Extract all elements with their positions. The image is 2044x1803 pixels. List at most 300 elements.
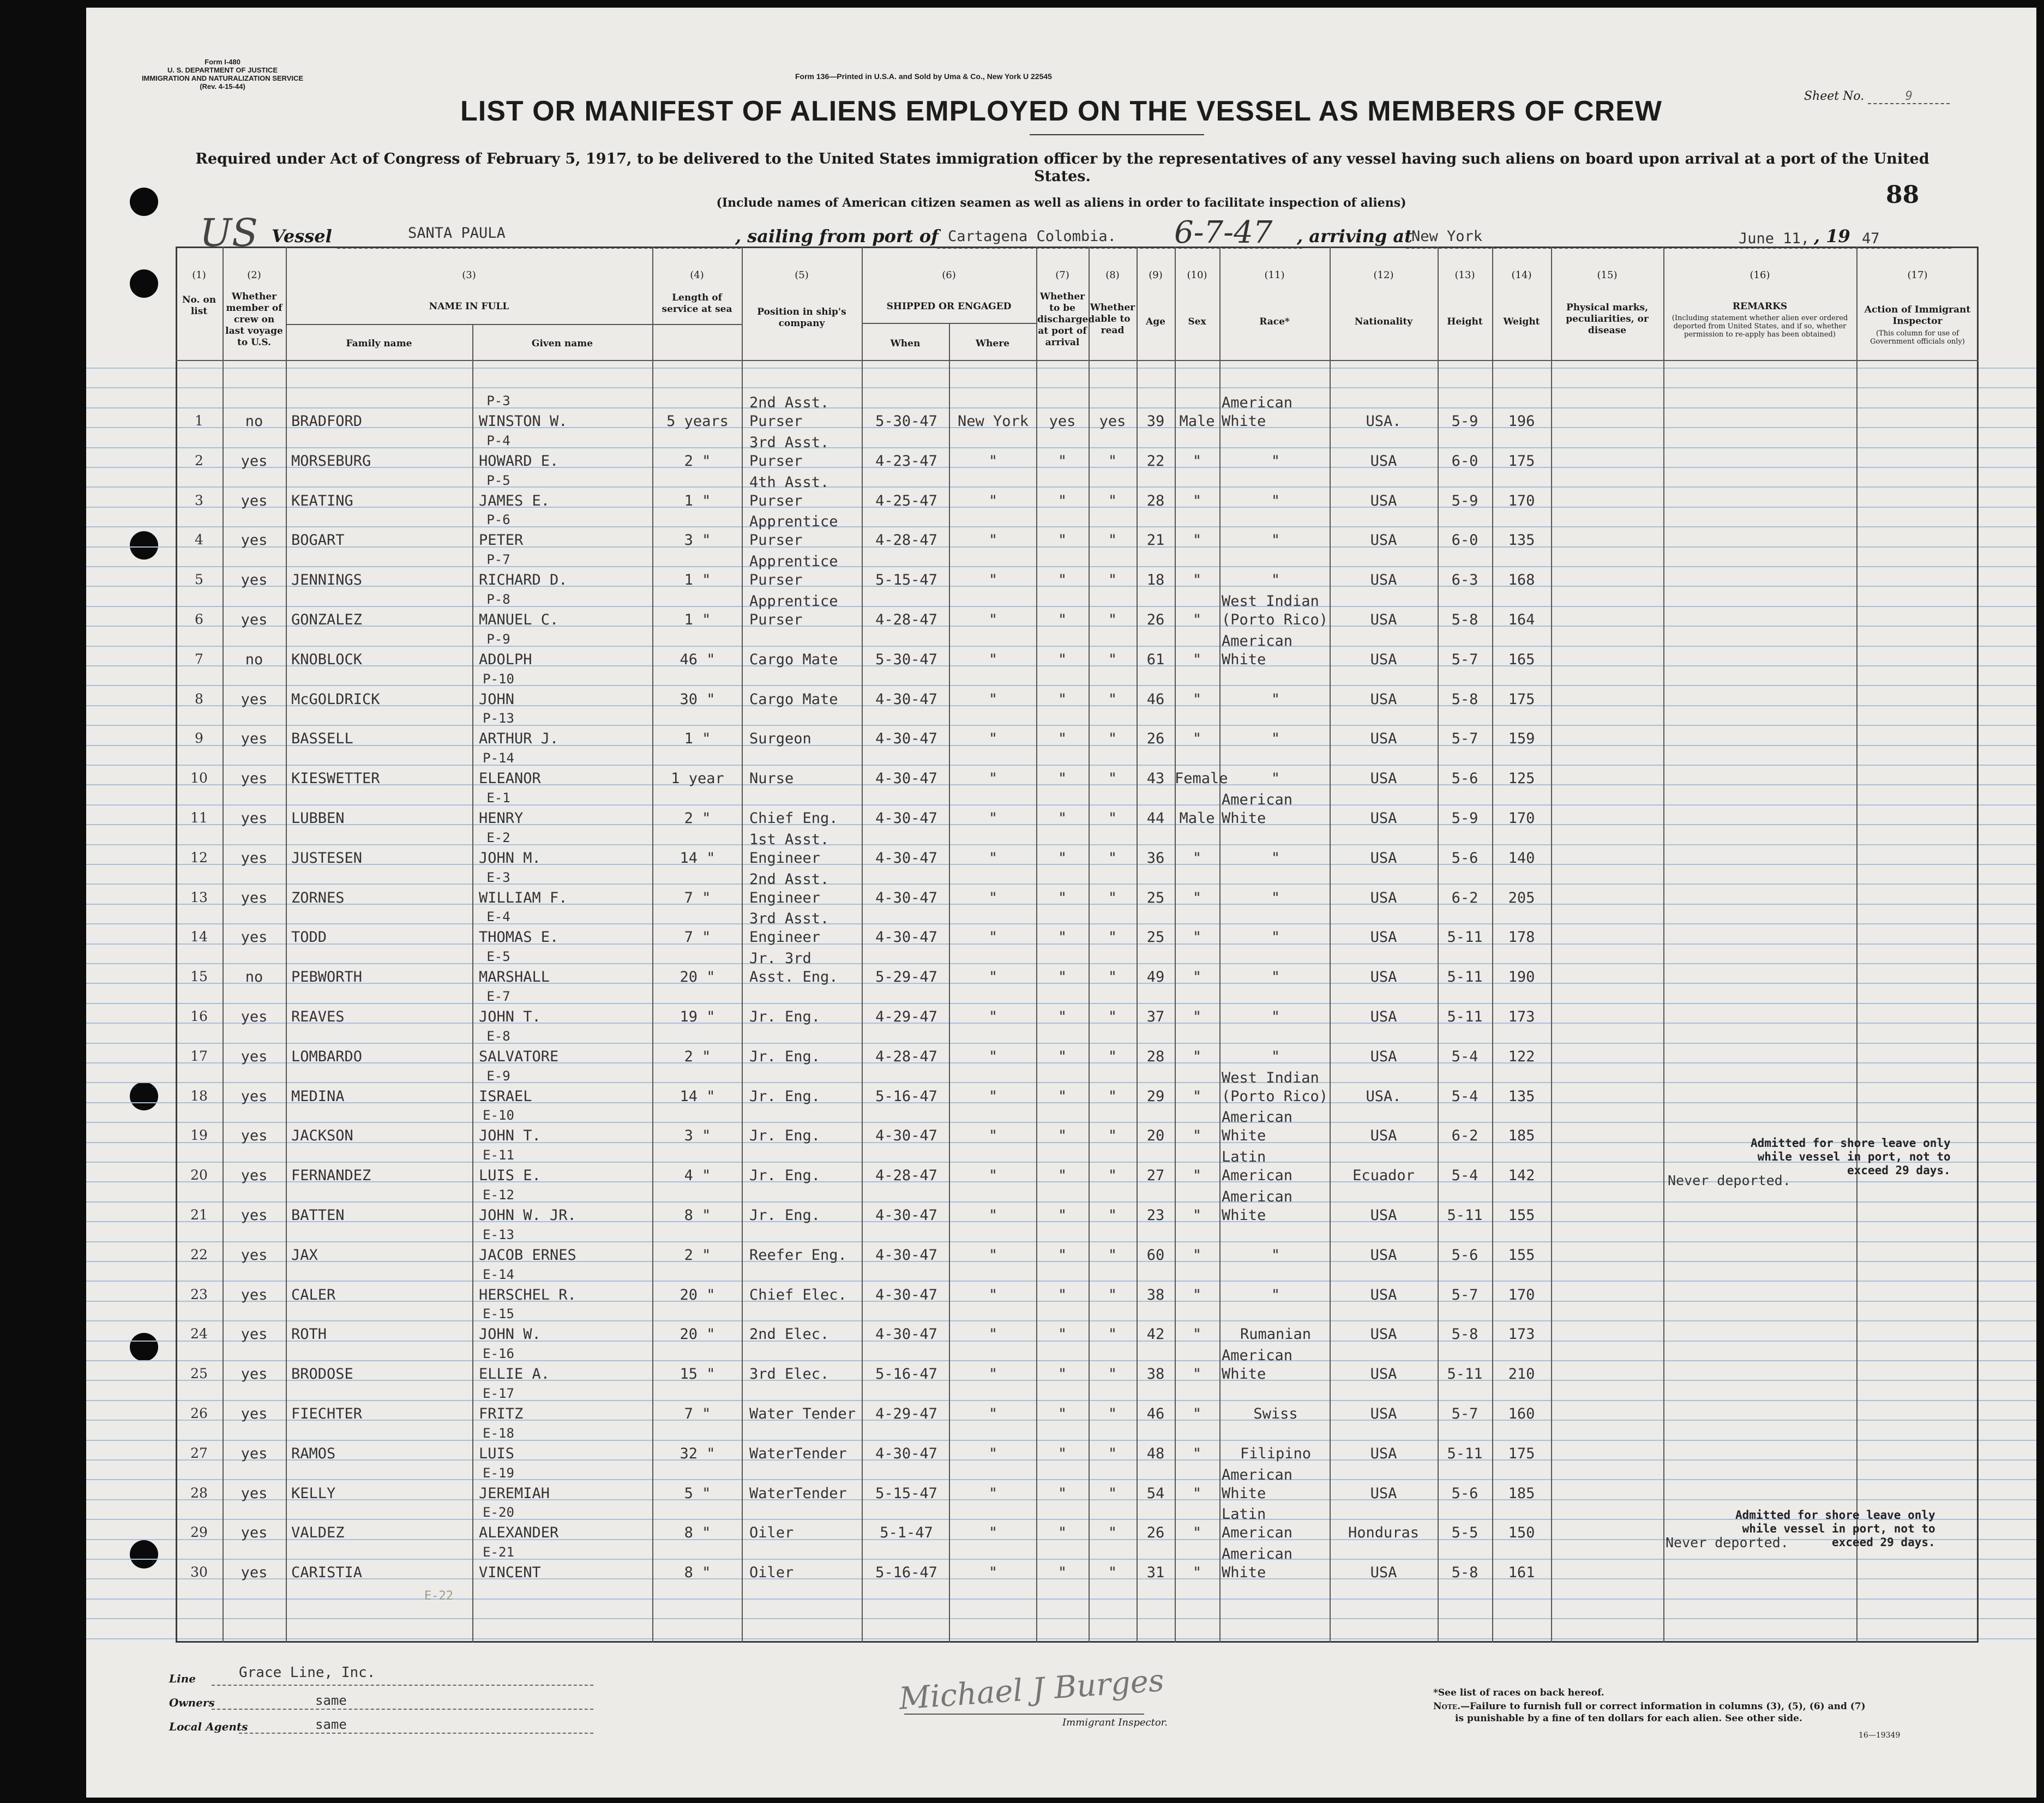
nationality: USA bbox=[1370, 889, 1397, 906]
height: 5-9 bbox=[1451, 810, 1478, 827]
discharged: " bbox=[1057, 1405, 1067, 1422]
length-of-service: 8 " bbox=[684, 1524, 711, 1542]
age: 43 bbox=[1146, 770, 1165, 788]
crew-reference: E-21 bbox=[483, 1544, 514, 1560]
weight: 170 bbox=[1508, 810, 1535, 827]
signature-rule bbox=[904, 1714, 1144, 1715]
weight: 155 bbox=[1508, 1246, 1535, 1264]
agents-value: same bbox=[315, 1717, 347, 1732]
race-line-2: " bbox=[1271, 1048, 1280, 1065]
shipped-where: " bbox=[988, 770, 998, 788]
weight: 173 bbox=[1508, 1008, 1535, 1025]
column-number: (7) bbox=[1055, 269, 1069, 281]
height: 5-9 bbox=[1451, 492, 1478, 509]
length-of-service: 1 " bbox=[684, 611, 711, 628]
row-number: 15 bbox=[190, 969, 208, 985]
height: 5-4 bbox=[1451, 1167, 1478, 1185]
last-voyage: yes bbox=[241, 572, 268, 589]
weight: 205 bbox=[1508, 889, 1535, 906]
row-number: 13 bbox=[190, 889, 208, 905]
nationality: USA bbox=[1370, 651, 1397, 668]
height: 6-0 bbox=[1451, 452, 1478, 470]
nationality: USA. bbox=[1366, 1087, 1402, 1105]
nationality: USA bbox=[1370, 492, 1397, 509]
nationality: USA bbox=[1370, 1207, 1397, 1224]
nationality: USA bbox=[1370, 452, 1397, 470]
position-line-1: Apprentice bbox=[749, 553, 838, 570]
age: 18 bbox=[1146, 572, 1165, 589]
shipped-where: " bbox=[988, 1286, 998, 1303]
able-to-read: " bbox=[1108, 690, 1117, 708]
shipped-when: 4-28-47 bbox=[875, 1167, 937, 1185]
age: 25 bbox=[1146, 929, 1165, 946]
last-voyage: yes bbox=[241, 1207, 268, 1224]
age: 37 bbox=[1146, 1008, 1165, 1025]
position-line-2: 2nd Elec. bbox=[749, 1326, 829, 1343]
height: 6-3 bbox=[1451, 572, 1478, 589]
shipped-when: 4-30-47 bbox=[875, 810, 937, 827]
race-line-2: " bbox=[1271, 1008, 1280, 1025]
sex: " bbox=[1192, 690, 1202, 708]
shipped-when: 5-16-47 bbox=[875, 1087, 937, 1105]
sex: " bbox=[1192, 572, 1202, 589]
crew-reference: E-13 bbox=[483, 1227, 514, 1242]
nationality: USA bbox=[1370, 1286, 1397, 1303]
header-inspector-action: Action of Immigrant Inspector bbox=[1864, 304, 1971, 327]
weight: 196 bbox=[1508, 413, 1535, 430]
family-name: MORSEBURG bbox=[291, 452, 371, 470]
column-number: (3) bbox=[462, 269, 476, 281]
nationality: USA bbox=[1370, 810, 1397, 827]
discharged: " bbox=[1057, 969, 1067, 986]
shipped-where: " bbox=[988, 690, 998, 708]
crew-reference: P-9 bbox=[486, 631, 510, 647]
crew-reference: E-18 bbox=[483, 1425, 514, 1441]
crew-reference: E-4 bbox=[486, 909, 510, 925]
age: 20 bbox=[1146, 1127, 1165, 1145]
nationality: USA bbox=[1370, 849, 1397, 867]
able-to-read: " bbox=[1108, 452, 1117, 470]
arrival-port: New York bbox=[1411, 228, 1483, 245]
discharged: " bbox=[1057, 1326, 1067, 1343]
family-name: JACKSON bbox=[291, 1127, 353, 1145]
crew-reference: E-7 bbox=[486, 989, 510, 1004]
shipped-when: 4-28-47 bbox=[875, 532, 937, 549]
length-of-service: 5 " bbox=[684, 1485, 711, 1502]
given-name: THOMAS E. bbox=[479, 929, 559, 946]
able-to-read: " bbox=[1108, 969, 1117, 986]
last-voyage: yes bbox=[241, 1167, 268, 1185]
position-line-2: Jr. Eng. bbox=[749, 1087, 821, 1105]
row-number: 30 bbox=[190, 1564, 208, 1580]
length-of-service: 32 " bbox=[680, 1445, 716, 1462]
sex: " bbox=[1192, 1485, 1202, 1502]
column-number: (6) bbox=[942, 269, 956, 281]
race-line-2: " bbox=[1271, 1246, 1280, 1264]
column-number: (12) bbox=[1373, 269, 1394, 281]
weight: 175 bbox=[1508, 690, 1535, 708]
departure-port: Cartagena Colombia. bbox=[948, 228, 1116, 245]
crew-reference: P-14 bbox=[483, 750, 514, 766]
discharged: " bbox=[1057, 690, 1067, 708]
race-line-2: Filipino bbox=[1240, 1445, 1312, 1462]
crew-reference: P-7 bbox=[486, 552, 510, 568]
weight: 170 bbox=[1508, 492, 1535, 509]
weight: 175 bbox=[1508, 452, 1535, 470]
shipped-where: " bbox=[988, 1524, 998, 1542]
race-line-2: White bbox=[1222, 413, 1266, 430]
vessel-name: SANTA PAULA bbox=[408, 225, 506, 242]
race-line-1: American bbox=[1222, 632, 1293, 650]
discharged: " bbox=[1057, 1127, 1067, 1145]
handwritten-date: 6-7-47 bbox=[1174, 215, 1273, 250]
race-line-2: White bbox=[1222, 1207, 1266, 1224]
line-field-rule bbox=[212, 1685, 593, 1686]
sex: " bbox=[1192, 1087, 1202, 1105]
position-line-2: Cargo Mate bbox=[749, 651, 838, 668]
race-line-2: " bbox=[1271, 889, 1280, 906]
remark-note-2: Never deported. bbox=[1666, 1535, 1789, 1550]
position-line-2: 3rd Elec. bbox=[749, 1366, 829, 1383]
penalty-note-line-1 bbox=[1433, 1700, 1866, 1712]
length-of-service: 20 " bbox=[680, 1326, 716, 1343]
stamp-line: Admitted for shore leave only bbox=[1735, 1508, 1935, 1522]
shipped-when: 4-30-47 bbox=[875, 849, 937, 867]
last-voyage: yes bbox=[241, 1127, 268, 1145]
revision: (Rev. 4-15-44) bbox=[200, 82, 245, 91]
owners-field-rule bbox=[212, 1709, 593, 1710]
manifest-sheet bbox=[86, 8, 2036, 1798]
row-number: 28 bbox=[190, 1485, 208, 1501]
header-family-name: Family name bbox=[346, 338, 412, 349]
header-nationality: Nationality bbox=[1354, 316, 1413, 327]
row-number: 9 bbox=[195, 730, 203, 747]
weight: 170 bbox=[1508, 1286, 1535, 1303]
column-number: (1) bbox=[192, 269, 206, 281]
age: 60 bbox=[1146, 1246, 1165, 1264]
header-inspector-note: (This column for use of Government officials only) bbox=[1870, 329, 1965, 346]
weight: 155 bbox=[1508, 1207, 1535, 1224]
discharged: " bbox=[1057, 1087, 1067, 1105]
title-rule bbox=[1030, 134, 1204, 135]
height: 6-0 bbox=[1451, 532, 1478, 549]
shipped-header-rule bbox=[862, 323, 1036, 324]
family-name: FIECHTER bbox=[291, 1405, 363, 1422]
age: 22 bbox=[1146, 452, 1165, 470]
row-number: 20 bbox=[190, 1167, 208, 1183]
crew-reference: E-2 bbox=[486, 830, 510, 845]
form-id-block bbox=[135, 58, 310, 91]
nationality: USA bbox=[1370, 1366, 1397, 1383]
discharged: " bbox=[1057, 1286, 1067, 1303]
shipped-when: 5-30-47 bbox=[875, 413, 937, 430]
row-number: 17 bbox=[190, 1048, 208, 1064]
position-line-2: WaterTender bbox=[749, 1485, 847, 1502]
sex: " bbox=[1192, 1048, 1202, 1065]
given-name: HERSCHEL R. bbox=[479, 1286, 576, 1303]
family-name: JENNINGS bbox=[291, 572, 363, 589]
column-divider bbox=[1551, 247, 1552, 1643]
stamp-line: while vessel in port, not to bbox=[1757, 1150, 1951, 1163]
height: 5-8 bbox=[1451, 690, 1478, 708]
shipped-when: 4-30-47 bbox=[875, 730, 937, 748]
shipped-when: 4-25-47 bbox=[875, 492, 937, 509]
sheet-label-text: Sheet No. bbox=[1804, 89, 1865, 103]
shipped-where: " bbox=[988, 730, 998, 748]
column-number: (5) bbox=[795, 269, 809, 281]
crew-reference: E-19 bbox=[483, 1465, 514, 1481]
family-name: ROTH bbox=[291, 1326, 327, 1343]
able-to-read: " bbox=[1108, 770, 1117, 788]
include-note: (Include names of American citizen seamen as well as aliens in order to facilitate inspection of aliens) bbox=[716, 196, 1406, 210]
column-number: (9) bbox=[1149, 269, 1163, 281]
family-name: CALER bbox=[291, 1286, 336, 1303]
weight: 160 bbox=[1508, 1405, 1535, 1422]
given-name: HENRY bbox=[479, 810, 524, 827]
crew-reference: E-16 bbox=[483, 1346, 514, 1362]
row-number: 25 bbox=[190, 1366, 208, 1382]
length-of-service: 15 " bbox=[680, 1366, 716, 1383]
race-line-2: " bbox=[1271, 1286, 1280, 1303]
race-line-2: (Porto Rico) bbox=[1222, 611, 1328, 628]
discharged: " bbox=[1057, 770, 1067, 788]
race-line-2: " bbox=[1271, 849, 1280, 867]
shipped-when: 4-30-47 bbox=[875, 690, 937, 708]
last-voyage: yes bbox=[241, 730, 268, 748]
last-voyage: yes bbox=[241, 1008, 268, 1025]
shipped-where: " bbox=[988, 1564, 998, 1582]
header-where: Where bbox=[975, 338, 1010, 349]
given-name: RICHARD D. bbox=[479, 572, 568, 589]
given-name: LUIS E. bbox=[479, 1167, 541, 1185]
family-name: ZORNES bbox=[291, 889, 345, 906]
service: IMMIGRATION AND NATURALIZATION SERVICE bbox=[141, 74, 304, 82]
age: 61 bbox=[1146, 651, 1165, 668]
arrival-date: June 11, bbox=[1739, 230, 1810, 247]
row-number: 29 bbox=[190, 1524, 208, 1541]
weight: 142 bbox=[1508, 1167, 1535, 1185]
sex: " bbox=[1192, 1326, 1202, 1343]
weight: 164 bbox=[1508, 611, 1535, 628]
position-line-2: Jr. Eng. bbox=[749, 1207, 821, 1224]
header-length-service: Length of service at sea bbox=[662, 292, 732, 315]
length-of-service: 14 " bbox=[680, 849, 716, 867]
race-line-2: " bbox=[1271, 969, 1280, 986]
discharged: " bbox=[1057, 810, 1067, 827]
crew-reference: E-8 bbox=[486, 1028, 510, 1044]
able-to-read: " bbox=[1108, 889, 1117, 906]
sex: " bbox=[1192, 1207, 1202, 1224]
sex: " bbox=[1192, 611, 1202, 628]
last-voyage: no bbox=[245, 413, 263, 430]
last-voyage: yes bbox=[241, 889, 268, 906]
header-bottom-rule bbox=[176, 360, 1979, 361]
shipped-where: " bbox=[988, 1366, 998, 1383]
discharged: " bbox=[1057, 730, 1067, 748]
race-line-1: American bbox=[1222, 1347, 1293, 1365]
family-name: BRADFORD bbox=[291, 413, 363, 430]
able-to-read: " bbox=[1108, 810, 1117, 827]
row-number: 11 bbox=[190, 810, 208, 826]
shipped-where: " bbox=[988, 1485, 998, 1502]
header-weight: Weight bbox=[1503, 316, 1540, 327]
last-voyage: yes bbox=[241, 1366, 268, 1383]
shipped-when: 5-16-47 bbox=[875, 1564, 937, 1582]
height: 5-11 bbox=[1447, 969, 1483, 986]
column-number: (2) bbox=[247, 269, 261, 281]
able-to-read: " bbox=[1108, 1524, 1117, 1542]
position-line-1: 3rd Asst. bbox=[749, 434, 829, 451]
shipped-when: 5-15-47 bbox=[875, 572, 937, 589]
able-to-read: " bbox=[1108, 1445, 1117, 1462]
family-name: GONZALEZ bbox=[291, 611, 363, 628]
given-name: JACOB ERNES bbox=[479, 1246, 576, 1264]
row-number: 2 bbox=[195, 452, 203, 468]
position-line-2: WaterTender bbox=[749, 1445, 847, 1462]
family-name: KEATING bbox=[291, 492, 353, 509]
family-name: McGOLDRICK bbox=[291, 690, 380, 708]
last-voyage: yes bbox=[241, 929, 268, 946]
length-of-service: 5 years bbox=[666, 413, 729, 430]
age: 42 bbox=[1146, 1326, 1165, 1343]
nationality: USA bbox=[1370, 1127, 1397, 1145]
age: 26 bbox=[1146, 1524, 1165, 1542]
weight: 159 bbox=[1508, 730, 1535, 748]
last-voyage: yes bbox=[241, 1564, 268, 1582]
arrival-year: 47 bbox=[1862, 230, 1880, 247]
shipped-when: 4-30-47 bbox=[875, 1445, 937, 1462]
owners-label: Owners bbox=[169, 1696, 215, 1709]
weight: 178 bbox=[1508, 929, 1535, 946]
shipped-where: " bbox=[988, 572, 998, 589]
able-to-read: " bbox=[1108, 1485, 1117, 1502]
shipped-where: " bbox=[988, 1207, 998, 1224]
position-line-1: Apprentice bbox=[749, 593, 838, 610]
inspector-label: Immigrant Inspector. bbox=[1062, 1717, 1168, 1728]
able-to-read: " bbox=[1108, 651, 1117, 668]
punch-hole bbox=[130, 1333, 158, 1361]
sex: " bbox=[1192, 1246, 1202, 1264]
punch-hole bbox=[130, 1082, 158, 1110]
race-line-2: " bbox=[1271, 572, 1280, 589]
age: 38 bbox=[1146, 1286, 1165, 1303]
race-line-2: American bbox=[1222, 1524, 1293, 1542]
last-voyage: yes bbox=[241, 1326, 268, 1343]
age: 31 bbox=[1146, 1564, 1165, 1582]
nationality: USA bbox=[1370, 770, 1397, 788]
column-number: (10) bbox=[1187, 269, 1207, 281]
nationality: USA bbox=[1370, 969, 1397, 986]
shipped-where: " bbox=[988, 1087, 998, 1105]
last-voyage: no bbox=[245, 651, 263, 668]
race-line-1: American bbox=[1222, 1466, 1293, 1483]
sex: Male bbox=[1179, 413, 1215, 430]
last-voyage: yes bbox=[241, 452, 268, 470]
sailing-label: , sailing from port of bbox=[735, 226, 939, 247]
last-voyage: yes bbox=[241, 1087, 268, 1105]
last-voyage: yes bbox=[241, 611, 268, 628]
line-value: Grace Line, Inc. bbox=[239, 1664, 376, 1681]
sex: " bbox=[1192, 1366, 1202, 1383]
able-to-read: " bbox=[1108, 1087, 1117, 1105]
races-note: *See list of races on back hereof. bbox=[1433, 1687, 1604, 1698]
height: 5-11 bbox=[1447, 1008, 1483, 1025]
crew-reference: E-3 bbox=[486, 869, 510, 885]
row-number: 14 bbox=[190, 929, 208, 945]
discharged: " bbox=[1057, 1167, 1067, 1185]
able-to-read: " bbox=[1108, 532, 1117, 549]
shipped-where: " bbox=[988, 452, 998, 470]
race-line-2: White bbox=[1222, 1485, 1266, 1502]
family-name: BATTEN bbox=[291, 1207, 345, 1224]
crew-reference: E-9 bbox=[486, 1068, 510, 1084]
position-line-2: Jr. Eng. bbox=[749, 1167, 821, 1185]
length-of-service: 20 " bbox=[680, 1286, 716, 1303]
shipped-where: " bbox=[988, 1127, 998, 1145]
sheet-number: 9 bbox=[1868, 89, 1950, 104]
length-of-service: 1 " bbox=[684, 572, 711, 589]
sex: " bbox=[1192, 452, 1202, 470]
length-of-service: 4 " bbox=[684, 1167, 711, 1185]
age: 46 bbox=[1146, 690, 1165, 708]
able-to-read: " bbox=[1108, 611, 1117, 628]
race-line-2: " bbox=[1271, 452, 1280, 470]
family-name: FERNANDEZ bbox=[291, 1167, 371, 1185]
given-name: JOHN W. bbox=[479, 1326, 541, 1343]
note-text: —Failure to furnish full or correct information in columns (3), (5), (6) and (7) bbox=[1460, 1701, 1866, 1712]
family-name: KELLY bbox=[291, 1485, 336, 1502]
position-line-2: Surgeon bbox=[749, 730, 811, 748]
row-number: 24 bbox=[190, 1326, 208, 1342]
race-line-2: " bbox=[1271, 929, 1280, 946]
shipped-when: 4-30-47 bbox=[875, 1286, 937, 1303]
length-of-service: 19 " bbox=[680, 1008, 716, 1025]
given-name: JOHN T. bbox=[479, 1127, 541, 1145]
column-number: (15) bbox=[1597, 269, 1618, 281]
weight: 122 bbox=[1508, 1048, 1535, 1065]
punch-hole bbox=[130, 1540, 158, 1568]
height: 5-11 bbox=[1447, 1445, 1483, 1462]
nationality: USA bbox=[1370, 1564, 1397, 1582]
weight: 125 bbox=[1508, 770, 1535, 788]
crew-reference: P-8 bbox=[486, 592, 510, 607]
length-of-service: 30 " bbox=[680, 690, 716, 708]
row-number: 7 bbox=[195, 651, 203, 667]
age: 29 bbox=[1146, 1087, 1165, 1105]
height: 5-7 bbox=[1451, 1405, 1478, 1422]
sex: " bbox=[1192, 1524, 1202, 1542]
given-name: WILLIAM F. bbox=[479, 889, 568, 906]
family-name: LOMBARDO bbox=[291, 1048, 363, 1065]
weight: 175 bbox=[1508, 1445, 1535, 1462]
column-divider bbox=[652, 247, 653, 1643]
row-number: 12 bbox=[190, 849, 208, 866]
sex: " bbox=[1192, 929, 1202, 946]
age: 39 bbox=[1146, 413, 1165, 430]
crew-reference: P-6 bbox=[486, 512, 510, 528]
age: 49 bbox=[1146, 969, 1165, 986]
sex: " bbox=[1192, 849, 1202, 867]
row-number: 8 bbox=[195, 690, 203, 707]
discharged: " bbox=[1057, 572, 1067, 589]
column-divider bbox=[862, 247, 863, 1643]
shipped-when: 5-1-47 bbox=[880, 1524, 933, 1542]
line-label: Line bbox=[169, 1672, 196, 1685]
sex: " bbox=[1192, 1564, 1202, 1582]
height: 5-8 bbox=[1451, 1326, 1478, 1343]
year-prefix: , 19 bbox=[1814, 226, 1850, 247]
subtitle: Required under Act of Congress of February 5, 1917, to be delivered to the United States immigration officer by the representatives of any vessel having such aliens on board upon arrival at a port of the United States. bbox=[195, 151, 1929, 185]
